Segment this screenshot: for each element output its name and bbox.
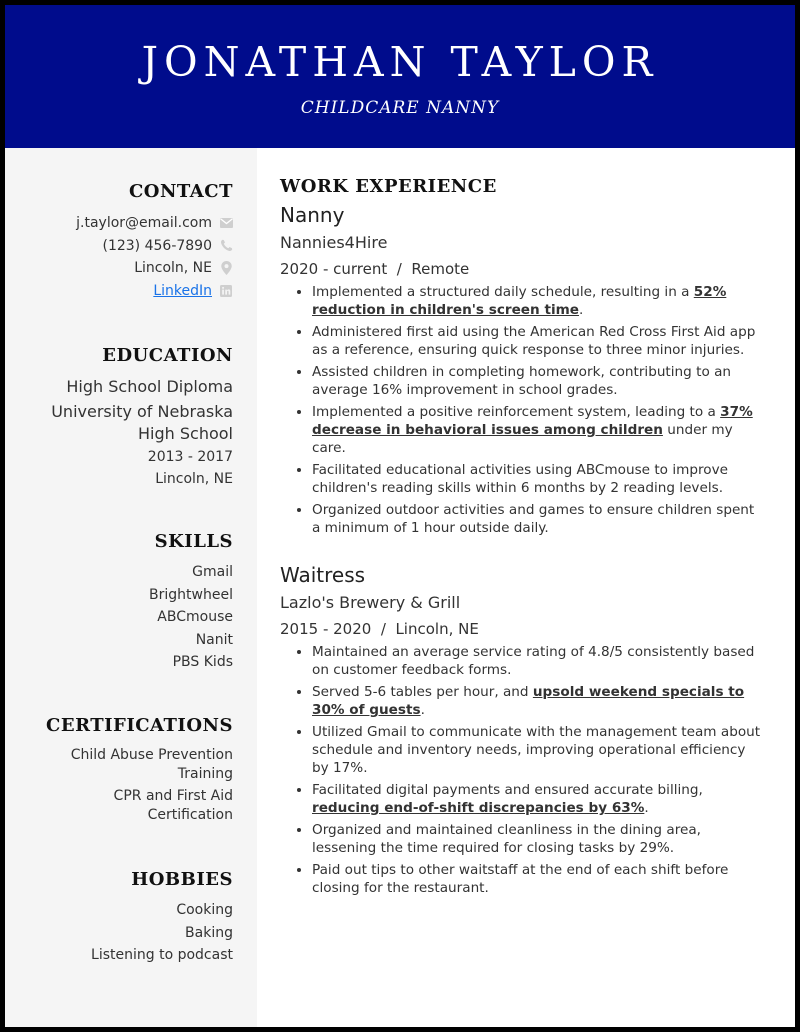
contact-email[interactable] — [13, 212, 233, 235]
job-location: Lincoln, NE — [395, 620, 479, 638]
job-bullet: • Facilitated digital payments and ensured accurate billing, reducing end-of-shift discrepancies by 63%. — [312, 781, 765, 817]
contact-section — [13, 180, 233, 302]
skills-heading: SKILLS — [154, 531, 233, 552]
linkedin-icon — [219, 284, 233, 298]
certifications-list — [13, 746, 233, 825]
header-banner — [5, 5, 795, 148]
highlight: upsold weekend specials to 30% of guests — [312, 684, 745, 718]
job-bullet: • Implemented a positive reinforcement system, leading to a 37% decrease in behavioral issues among children under my care. — [312, 403, 765, 457]
job-bullet: • Served 5-6 tables per hour, and upsold weekend specials to 30% of guests. — [312, 683, 765, 719]
job-company: Nannies4Hire — [280, 233, 388, 252]
email-text[interactable]: j.taylor@email.com — [76, 215, 212, 231]
education-location: Lincoln, NE — [155, 471, 233, 487]
education-degree: High School Diploma — [66, 377, 233, 396]
resume-page — [5, 5, 795, 1027]
job-bullets — [280, 283, 765, 537]
candidate-name: JONATHAN TAYLOR — [141, 38, 659, 86]
education-school-line1: University of Nebraska — [51, 401, 233, 421]
certification-line: Child Abuse Prevention — [70, 747, 233, 763]
certification-item — [13, 746, 233, 784]
candidate-title: CHILDCARE NANNY — [300, 98, 500, 118]
job-location: Remote — [411, 260, 470, 278]
job-entry — [280, 561, 765, 897]
job-bullet: • Maintained an average service rating of 4.8/5 consistently based on customer feedback forms. — [312, 643, 765, 679]
job-dates: 2020 - current — [280, 260, 388, 278]
skill-item: Gmail — [192, 564, 233, 580]
job-separator: / — [396, 260, 402, 278]
certification-line: Certification — [147, 807, 233, 823]
sidebar — [5, 148, 257, 1027]
highlight: 52% reduction in children's screen time — [312, 284, 727, 318]
job-bullet: • Organized and maintained cleanliness in the dining area, lessening the time required for closing tasks by 29%. — [312, 821, 765, 857]
location-text: Lincoln, NE — [134, 260, 212, 276]
linkedin-link[interactable]: LinkedIn — [153, 282, 212, 299]
job-bullet: • Facilitated educational activities using ABCmouse to improve children's reading skills within 6 months by 2 reading levels. — [312, 461, 765, 497]
certifications-heading: CERTIFICATIONS — [46, 715, 233, 736]
job-bullet: • Paid out tips to other waitstaff at the end of each shift before closing for the restaurant. — [312, 861, 765, 897]
contact-heading: CONTACT — [128, 181, 233, 202]
contact-linkedin[interactable] — [13, 280, 233, 303]
job-separator: / — [380, 620, 386, 638]
hobby-item: Baking — [185, 924, 233, 941]
education-section — [13, 344, 233, 491]
job-company: Lazlo's Brewery & Grill — [280, 593, 461, 612]
job-bullets — [280, 643, 765, 897]
skills-section — [13, 530, 233, 674]
job-meta — [280, 617, 765, 641]
skill-item: Nanit — [195, 631, 233, 648]
certification-line: CPR and First Aid — [113, 788, 233, 804]
skill-item: PBS Kids — [172, 654, 233, 670]
job-dates: 2015 - 2020 — [280, 620, 372, 638]
skill-item: Brightwheel — [149, 586, 233, 603]
contact-phone[interactable] — [13, 235, 233, 258]
job-entry — [280, 201, 765, 537]
skills-list — [13, 561, 233, 674]
job-bullet: • Assisted children in completing homework, contributing to an average 16% improvement in school grades. — [312, 363, 765, 399]
highlight: 37% decrease in behavioral issues among children — [312, 404, 753, 438]
education-dates: 2013 - 2017 — [147, 448, 233, 465]
hobby-item: Cooking — [176, 902, 233, 918]
phone-text[interactable]: (123) 456-7890 — [102, 237, 212, 254]
skill-item: ABCmouse — [157, 609, 233, 625]
work-experience-section — [280, 175, 765, 901]
job-meta — [280, 257, 765, 281]
hobbies-list — [13, 899, 233, 967]
phone-icon — [219, 239, 233, 253]
education-heading: EDUCATION — [102, 345, 233, 366]
education-school-line2: High School — [138, 424, 233, 443]
job-bullet: • Organized outdoor activities and games to ensure children spent a minimum of 1 hour outside daily. — [312, 501, 765, 537]
highlight: reducing end-of-shift discrepancies by 63% — [312, 800, 645, 816]
job-bullet: • Administered first aid using the American Red Cross First Aid app as a reference, ensuring quick response to three minor injuries. — [312, 323, 765, 359]
certifications-section — [13, 714, 233, 828]
job-bullet: • Implemented a structured daily schedule, resulting in a 52% reduction in children's screen time. — [312, 283, 765, 319]
envelope-icon — [219, 216, 233, 230]
job-title: Waitress — [280, 563, 366, 587]
hobbies-section — [13, 868, 233, 967]
hobby-item: Listening to podcast — [91, 947, 233, 963]
work-experience-heading: WORK EXPERIENCE — [280, 176, 497, 197]
job-title: Nanny — [280, 203, 345, 227]
certification-item — [13, 787, 233, 825]
job-bullet: • Utilized Gmail to communicate with the management team about schedule and inventory needs, improving operational efficiency by 17%. — [312, 723, 765, 777]
contact-location — [13, 257, 233, 280]
map-pin-icon — [219, 261, 233, 275]
certification-line: Training — [177, 766, 233, 782]
hobbies-heading: HOBBIES — [131, 869, 233, 890]
